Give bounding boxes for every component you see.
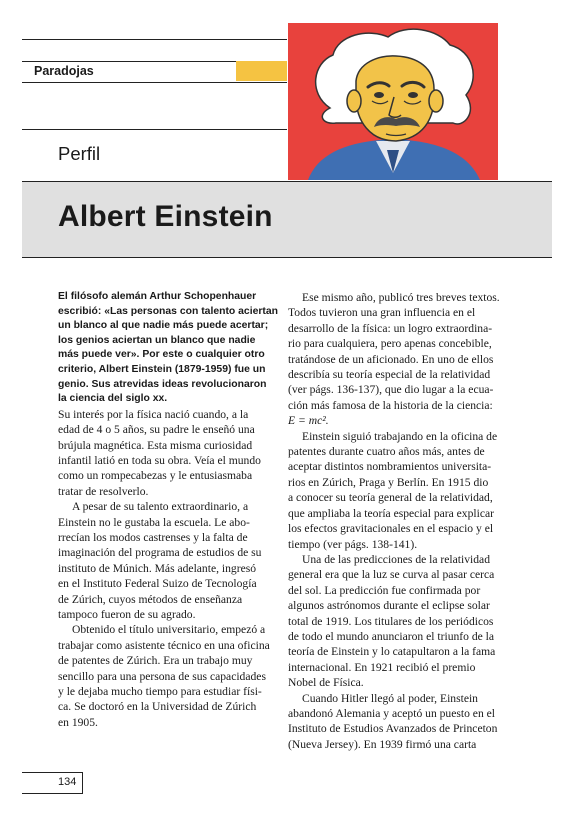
- intro-line: genio. Sus atrevidas ideas revolucionaron: [58, 378, 267, 390]
- body-paragraph: Su interés por la física nació cuando, a la edad de 4 o 5 años, su padre le enseñó una brújula magnética. Esta misma curiosidad infantil latió en toda su obra. Veía el mundo como un rompecabezas y le entusiasmaba tratar de resolverlo.: [58, 407, 261, 498]
- page-number: 134: [58, 776, 77, 788]
- intro-line: un blanco al que nadie más puede acertar;: [58, 320, 269, 332]
- intro-line: los genios aciertan un blanco que nadie: [58, 334, 256, 346]
- intro-line: más puede ver». Por este o cualquier otro: [58, 349, 265, 361]
- intro-line: criterio, Albert Einstein (1879-1959) fue un: [58, 363, 266, 375]
- header-mid-rule: [22, 129, 287, 130]
- section-tab-accent: [236, 61, 287, 81]
- section-label: Perfil: [58, 143, 101, 164]
- text-column-left: [58, 290, 283, 730]
- body-paragraph: Una de las predicciones de la relatividad general era que la luz se curva al pasar cerca del sol. La predicción fue confirmada por algunos astrónomos durante el eclipse solar total de 1919. Los titulares de los periódicos de todo el mundo anunciaron el triunfo de la teoría de Einstein y lo catapultaron a la fama internacional. En 1921 recibió el premio Nobel de Física.: [288, 552, 496, 690]
- intro-line: El filósofo alemán Arthur Schopenhauer: [58, 291, 257, 302]
- equation: E = mc².: [288, 414, 329, 428]
- body-paragraph: Ese mismo año, publicó tres breves textos. Todos tuvieron una gran influencia en el desarrollo de la física: un logro extraordina- rio para cualquiera, pero apenas concebible, tratándose de un aficionado. En uno de ellos describía su teoría especial de la relatividad (ver págs. 136-137), que dio lugar a la ecua- ción más famosa de la historia de la ciencia: E = mc².: [288, 291, 500, 428]
- body-paragraph: Obtenido el título universitario, empezó a trabajar como asistente técnico en una oficina de patentes de Zúrich. Era un trabajo muy sencillo para una persona de sus capacidades y le dejaba mucho tiempo para estudiar físi- ca. Se doctoró en la Universidad de Zúrich en 1905.: [58, 623, 270, 729]
- section-tab-label: Paradojas: [34, 64, 94, 78]
- header-top-rule: [22, 39, 287, 40]
- intro-line: escribió: «Las personas con talento aciertan: [58, 305, 279, 317]
- body-paragraph: A pesar de su talento extraordinario, a Einstein no le gustaba la escuela. Le abo- rrecían los modos castrenses y la falta de imaginación del programa de estudios de su instituto de Múnich. Más adelante, ingresó en el Instituto Federal Suizo de Tecnología de Zúrich, cuyos métodos de enseñanza tampoco fueron de su agrado.: [58, 500, 262, 622]
- intro-paragraph: [58, 290, 283, 407]
- einstein-portrait-icon: [288, 23, 498, 180]
- body-paragraph: Cuando Hitler llegó al poder, Einstein abandonó Alemania y aceptó un puesto en el Instituto de Estudios Avanzados de Princeton (Nueva Jersey). En 1939 firmó una carta: [288, 691, 498, 751]
- body-paragraph: Einstein siguió trabajando en la oficina de patentes durante cuatro años más, antes de aceptar distintos nombramientos universita- rios en Zúrich, Praga y Berlín. En 1915 dio a conocer su teoría general de la relatividad, que ampliaba la teoría especial para explicar los efectos gravitacionales en el espacio y el tiempo (ver págs. 138-141).: [288, 429, 498, 551]
- text-column-right: [288, 290, 523, 752]
- intro-line: la ciencia del siglo xx.: [58, 393, 168, 405]
- page-title: Albert Einstein: [58, 200, 273, 233]
